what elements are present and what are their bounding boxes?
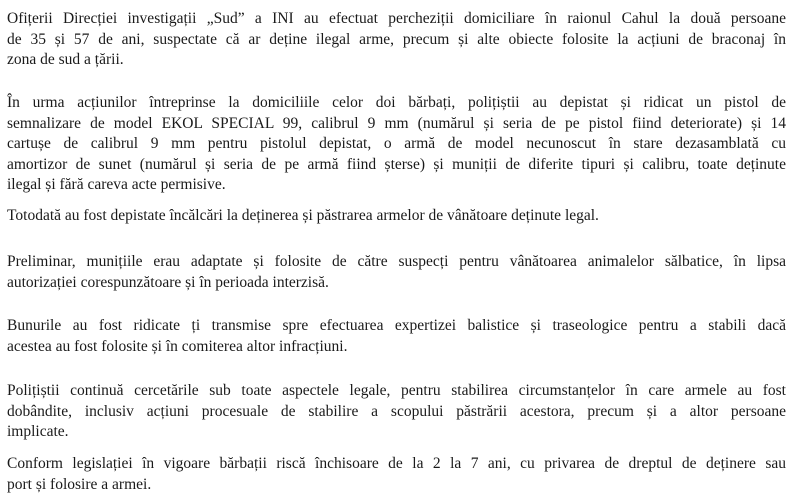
paragraph-preliminary bbox=[7, 252, 786, 293]
text-line: acestea au fost folosite și în comiterea altor infracțiuni. bbox=[7, 337, 348, 355]
text-line: de 35 și 57 de ani, suspectate că ar deține ilegal arme, precum și alte obiecte folosite la acțiuni de braconaj în bbox=[7, 30, 786, 48]
text-line: În urma acțiunilor întreprinse la domiciliile celor doi bărbați, polițiștii au depistat și ridicat un pistol de bbox=[7, 94, 786, 111]
text-line: Bunurile au fost ridicate ți transmise spre efectuarea expertizei balistice și traseologice pentru a stabili dacă bbox=[7, 317, 786, 334]
text-line: cartușe de calibrul 9 mm pentru pistolul depistat, o armă de model necunoscut în stare dezasamblată cu bbox=[7, 135, 786, 152]
text-line: Ofițerii Direcției investigații „Sud” a INI au efectuat percheziții domiciliare în raionul Cahul la două persoane bbox=[7, 10, 786, 27]
text-line: implicate. bbox=[7, 423, 69, 440]
text-line: ilegal și fără careva acte permisive. bbox=[7, 176, 226, 193]
paragraph-penalty bbox=[7, 454, 786, 495]
text-line: dobândite, inclusiv acțiuni procesuale de stabilire a scopului păstrării acestora, precum și a altor persoane bbox=[7, 402, 786, 420]
text-line: Preliminar, munițiile erau adaptate și folosite de către suspecți pentru vânătoarea animalelor sălbatice, în lipsa bbox=[7, 253, 786, 270]
paragraph-seized-items bbox=[7, 93, 786, 196]
text-line: autorizației corespunzătoare și în perioada interzisă. bbox=[7, 273, 329, 291]
text-line: zona de sud a țării. bbox=[7, 51, 124, 68]
text-line: amortizor de sunet (numărul și seria de pe armă fiind șterse) și muniții de diferite tipuri și calibru, toate deținute bbox=[7, 155, 786, 173]
paragraph-investigation bbox=[7, 381, 786, 443]
text-line: semnalizare de model EKOL SPECIAL 99, calibrul 9 mm (numărul și seria de pe pistol fiind deteriorate) și 14 bbox=[7, 114, 786, 132]
paragraph-expertise bbox=[7, 316, 786, 357]
text-line: Conform legislației în vigoare bărbații riscă închisoare de la 2 la 7 ani, cu privarea de dreptul de deținere sau bbox=[7, 455, 786, 472]
text-line: Polițiștii continuă cercetările sub toate aspectele legale, pentru stabilirea circumstanțelor în care armele au fost bbox=[7, 382, 786, 399]
text-line: port și folosire a armei. bbox=[7, 475, 152, 493]
paragraph-violations bbox=[7, 206, 786, 227]
text-line: Totodată au fost depistate încălcări la deținerea și păstrarea armelor de vânătoare deținute legal. bbox=[7, 207, 599, 224]
paragraph-search-intro bbox=[7, 9, 786, 71]
